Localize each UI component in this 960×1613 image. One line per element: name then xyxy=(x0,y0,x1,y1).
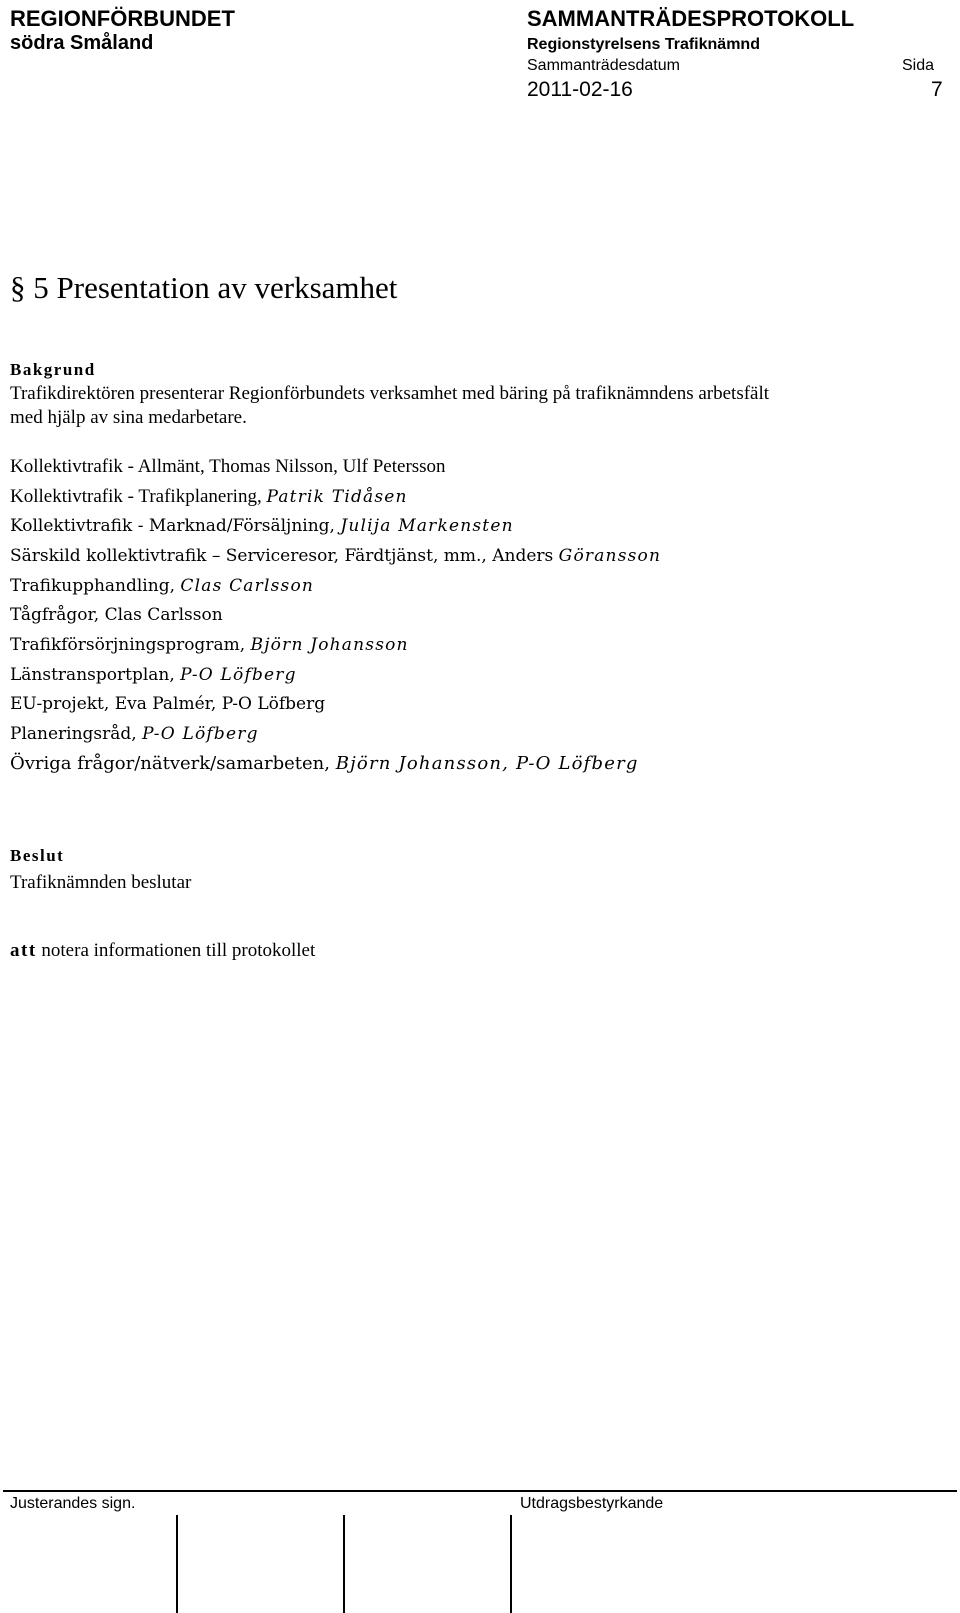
presentation-topic: Kollektivtrafik - Trafikplanering, xyxy=(10,486,267,507)
organization-name: REGIONFÖRBUNDET xyxy=(10,6,235,31)
presentation-topic: Kollektivtrafik - Allmänt, Thomas Nilsson, Ulf Petersson xyxy=(10,456,446,477)
decision-clause-text: notera informationen till protokollet xyxy=(36,940,316,961)
att-word: att xyxy=(10,940,37,961)
signature-box-divider xyxy=(510,1515,512,1613)
presentation-topic: Övriga frågor/nätverk/samarbeten, xyxy=(10,753,336,774)
background-text-line-2: med hjälp av sina medarbetare. xyxy=(10,407,247,428)
presenter-name: Björn Johansson xyxy=(250,635,409,655)
presentation-item xyxy=(10,516,514,536)
presentation-item xyxy=(10,546,661,566)
presentation-item xyxy=(10,753,639,774)
presentation-item xyxy=(10,665,297,685)
presentation-topic: Trafikförsörjningsprogram, xyxy=(10,635,251,655)
presentation-item xyxy=(10,456,446,478)
presenter-name: Patrik Tidåsen xyxy=(266,487,408,507)
presentation-item xyxy=(10,576,314,596)
presentation-topic: Planeringsråd, xyxy=(10,724,143,744)
presenter-name: P-O Löfberg xyxy=(142,724,259,744)
presentation-topic: Trafikupphandling, xyxy=(10,576,181,596)
presentation-item xyxy=(10,635,409,655)
presentation-topic: EU-projekt, Eva Palmér, P-O Löfberg xyxy=(10,694,326,714)
extract-certification-label: Utdragsbestyrkande xyxy=(520,1495,664,1512)
presentation-item xyxy=(10,605,223,625)
presentation-item xyxy=(10,486,408,508)
board-name: Regionstyrelsens Trafiknämnd xyxy=(527,36,760,53)
background-text-line-1: Trafikdirektören presenterar Regionförbundets verksamhet med bäring på trafiknämndens arbetsfält xyxy=(10,383,770,404)
presentation-topic: Kollektivtrafik - Marknad/Försäljning, xyxy=(10,516,341,536)
presentation-item xyxy=(10,694,325,714)
presentation-topic: Länstransportplan, xyxy=(10,665,181,685)
decision-text: Trafiknämnden beslutar xyxy=(10,872,192,893)
presentation-topic: Särskild kollektivtrafik – Serviceresor, Färdtjänst, mm., Anders xyxy=(10,546,559,566)
page-label: Sida xyxy=(902,57,935,74)
section-title: § 5 Presentation av verksamhet xyxy=(10,270,398,305)
signature-box-divider xyxy=(343,1515,345,1613)
presentation-topic: Tågfrågor, Clas Carlsson xyxy=(10,605,223,625)
decision-clause xyxy=(10,940,315,962)
footer-divider xyxy=(3,1490,957,1492)
signature-box-divider xyxy=(176,1515,178,1613)
signature-label: Justerandes sign. xyxy=(10,1495,136,1512)
page-number: 7 xyxy=(931,78,943,101)
meeting-date-label: Sammanträdesdatum xyxy=(527,57,680,74)
presenter-name: Julija Markensten xyxy=(340,516,514,536)
decision-heading: Beslut xyxy=(10,846,65,865)
presenter-name: Göransson xyxy=(558,546,662,566)
background-heading: Bakgrund xyxy=(10,360,96,379)
meeting-date: 2011-02-16 xyxy=(527,78,633,101)
presenter-name: P-O Löfberg xyxy=(180,665,297,685)
presenter-name: Clas Carlsson xyxy=(180,576,315,596)
presenter-name: Björn Johansson, P-O Löfberg xyxy=(335,753,639,774)
organization-region: södra Småland xyxy=(10,32,154,54)
document-type: SAMMANTRÄDESPROTOKOLL xyxy=(527,6,855,31)
presentation-item xyxy=(10,724,259,744)
